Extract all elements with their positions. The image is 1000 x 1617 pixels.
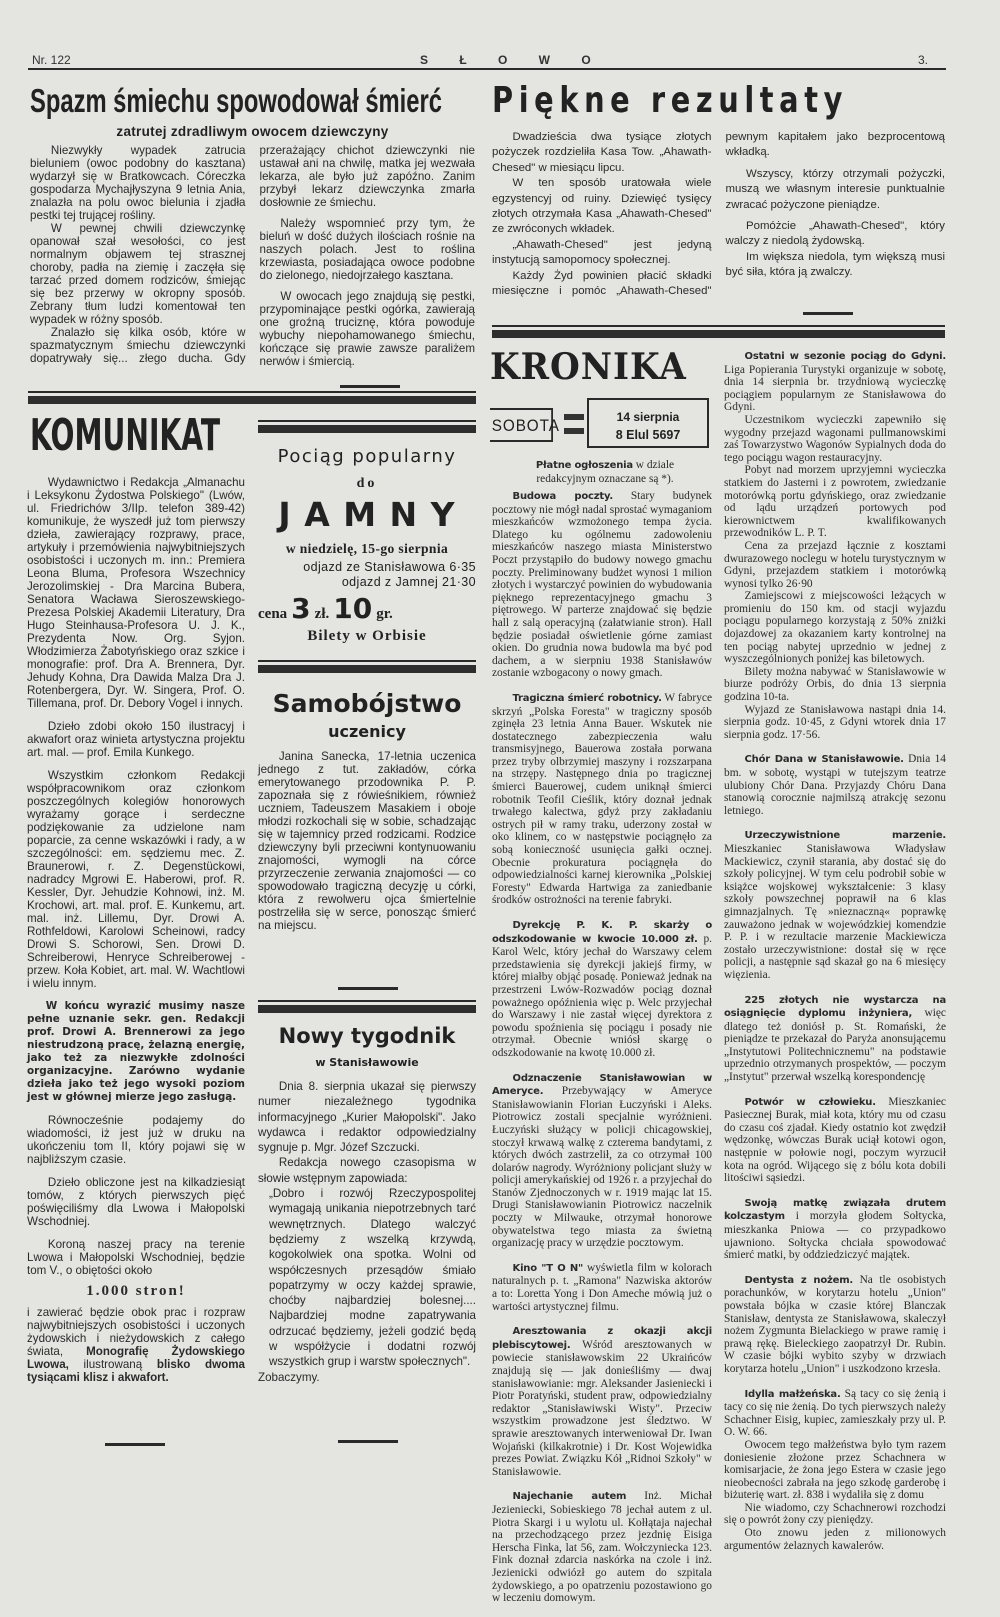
header-rule xyxy=(28,68,946,70)
news-text: i morzyła głodem Sołtycka, mieszkanka Pniowa — co przypadkowo ujawniono. Sołtycka chciała spowodować śmierć matki, by oddziedziczyć majątek. xyxy=(724,1210,946,1262)
news-text: Mieszkaniec Stanisławowa Władysław Mackiewicz, czynił starania, aby dostać się do szkoły policyjnej. W tym celu podrobił sobie w książce wojskowej wykształcenie: 3 klasy szkoły powszechnej poprawił na 6 klas gimnazjalnych. Tę »nieznaczną« poprawkę zauważono jednak w wojewódzkiej komendzie P. P. i w rezultacie marzenie Mackiewicza zostało urzeczywistnione: dostał się w ręce policji, a następnie sąd skazał go na 6 miesięcy więzienia. xyxy=(724,842,946,981)
news-paragraph xyxy=(492,1325,712,1478)
paragraph: Koroną naszej pracy na terenie Lwowa i Małopolski Wschodniej, będzie tom V., o obiętości około xyxy=(27,1238,245,1277)
paragraph: Pomóżcie „Ahawath-Chesed", który walczy z niedolą żydowską. xyxy=(725,220,945,248)
news-item xyxy=(724,994,946,1084)
news-lead: 225 złotych nie wystarcza na osiągnięcie dyplomu inżyniera, xyxy=(724,994,946,1020)
news-text: Na tle osobistych porachunków, w korytarzu hotelu „Union" powstała bójka w czasie której Blanczak Stanisław, dentysta ze Stanisławowa, skaleczył nożem Zygmunta Bielackiego w prawe ramię i prawą rękę. Bieleckiego zaopatrzył Dr. Rubin. W czasie bójki wybito szyby w drzwiach korytarza hotelu „Union" i uszkodzono krzesła. xyxy=(724,1273,946,1375)
section-rule xyxy=(258,660,476,673)
headline-tygodnik: Nowy tygodnik xyxy=(278,1024,456,1048)
news-paragraph xyxy=(724,994,946,1084)
paid-ads-note xyxy=(520,459,690,485)
news-item xyxy=(492,490,712,680)
news-paragraph xyxy=(724,1274,946,1376)
divider xyxy=(803,312,853,315)
news-item xyxy=(492,1325,712,1478)
news-item xyxy=(724,1274,946,1376)
news-paragraph: Nie wiadomo, czy Schachnerowi rozchodzi się o powrót żony czy pieniędzy. xyxy=(724,1501,946,1527)
headline-samobojstwo: Samobójstwo xyxy=(272,689,462,718)
page-number: 3. xyxy=(918,53,929,67)
news-paragraph xyxy=(724,1197,946,1262)
price-gr: 10 xyxy=(333,592,373,625)
hebrew-date: 8 Elul 5697 xyxy=(615,428,681,442)
zl-unit: zł. xyxy=(314,606,330,622)
connector xyxy=(564,414,584,420)
news-paragraph xyxy=(724,1096,946,1185)
news-lead: Chór Dana w Stanisławowie. xyxy=(744,754,904,766)
news-paragraph xyxy=(492,919,712,1060)
news-paragraph xyxy=(492,1262,712,1313)
masthead: S Ł O W O xyxy=(420,53,605,67)
news-item xyxy=(724,829,946,981)
news-lead: Aresztowania z okazji akcji plebiscytowej. xyxy=(492,1326,712,1351)
section-rule xyxy=(258,1000,476,1013)
news-text: więc dlatego też doniósł p. St. Romański, że pieniądze te przekazał do Paryża anonsującemu „Instytutowi Politechnicznemu" na podstawie uprzednio otrzymanych prospektów, — poczym „Instytut" przerwał wszelką korespondencję xyxy=(724,1007,946,1084)
paragraph xyxy=(27,1306,245,1384)
news-lead: Idylla małżeńska. xyxy=(744,1388,841,1400)
news-lead: Budowa poczty. xyxy=(512,491,613,502)
connector xyxy=(564,428,584,434)
news-item xyxy=(492,1262,712,1313)
article-tygodnik xyxy=(258,1079,476,1385)
article-spazm xyxy=(30,144,475,376)
news-paragraph xyxy=(492,692,712,907)
kronika-column-1 xyxy=(492,490,712,1617)
headline-kronika: KRONIKA xyxy=(490,346,687,388)
ad-departure-2: odjazd z Jamnej 21·30 xyxy=(341,575,476,589)
day-box xyxy=(490,408,560,442)
paragraph: Należy wspomnieć przy tym, że bieluń w dość dużych ilościach rośnie na naszych polach. Jest to roślina krzewiasta, posiadająca owoce podobne do zielonego, niedojrzałego kasztana. xyxy=(259,217,475,282)
news-lead: Odznaczenie Stanisławowian w Ameryce. xyxy=(492,1072,712,1098)
news-text: p. Karol Welc, który jechał do Warszawy celem przedstawienia się dyrekcji jakiejś firmy, w której miałby objąć posadę. Ponieważ jednak na przestrzeni Lwów-Rozwadów pociąg doznał poważnego opóźnienia więc p. Welc przyjechał do Warszawy i nie zastał więcej dyrektora z powodu spoźnienia się pociągu i posady nie otrzymał. Obecnie wniósł skargę o odszkodowanie na kwotę 10.000 zł. xyxy=(492,932,712,1059)
news-item xyxy=(492,1072,712,1250)
news-paragraph: Cena za przejazd łącznie z kosztami dwurazowego noclegu w hotelu turystycznym w Gdyni, przejazdem statkiem i motorówką wynosi tylko 26·90 xyxy=(724,539,946,590)
article-komunikat xyxy=(27,476,245,1384)
news-paragraph: Zamiejscowi z miejscowości leżących w promieniu do 150 km. od stacji wyjazdu pociągu popularnego korzystają z 50% zniżki dojazdowej za okazaniem karty kontrolnej na ten pociąg nabytej uprzednio w jednej z wyszczególnionych poniżej kas biletowych. xyxy=(724,590,946,666)
paragraph: Znalazło się kilka osób, które w spazmatycznym śmiechu dziewczynki dopatrywały się... złego ducha. Gdy przerażający chichot dziewczynki nie ustawał ani na chwilę, matka jej wezwała lekarza, ale było już zapóźno. Zanim przybył lekarz dziewczynka zmarła dosłownie ze śmiechu. xyxy=(30,144,475,365)
news-lead: Najechanie autem xyxy=(512,1491,627,1503)
news-item xyxy=(724,753,946,817)
section-rule xyxy=(258,420,476,433)
news-text: Mieszkaniec Pasiecznej Burak, miał kota, który mu od czasu do czasu coś zjadał. Kiedy ostatnio kot zwędził wędzonkę, wówczas Burak uciął kotowi ogon, następnie w połowie nogi, poczym wyrzucił kota na ogród. Wijącego się z bólu kota dobili litościwi sąsiedzi. xyxy=(724,1095,946,1185)
news-item xyxy=(492,919,712,1060)
article-piekne xyxy=(492,130,945,310)
news-text: Stary budynek pocztowy nie mógł nadal sprostać wymaganiom mieszkańców wzmożonego tempa życia. Dlatego ku ogólnemu zadowoleniu mieszkańców naszego miasta Ministerstwo Poczt przystąpiło do budowy nowego gmachu poczty. Preliminowany budżet wynosi 1 milion złotych i wystarczyć powinien do wybudowania pięknego reprezentacyjnego gmachu 3 piętrowego. W parterze znajdować się będzie hall z salą operacyjną (załatwianie stron). Hall będzie posiadał oświetlenie górne zamiast okien. Do grudnia nowa budowla ma być pod dachem, a w sierpniu 1938 Stanisławów zostanie wzbogacony o nowy gmach. xyxy=(492,490,712,680)
quote: „Dobro i rozwój Rzeczypospolitej wymagają unikania niepotrzebnych tarć wewnętrznych. Dlatego walczyć będziemy z wszelką krzywdą, kogokolwiek ona spotka. Wolni od współczesnych przesądów śmiało popatrzymy w oczy każdej sprawie, choćby najbardziej bolesnej.... Najbardziej modne zapatrywania odrzucać będziemy, jeżeli godzić będą w współżycie i dodatni rozwój wszystkich grup i warstw społecznych". xyxy=(269,1187,476,1369)
news-lead: Kino "T O N" xyxy=(512,1262,584,1274)
ad-tickets: Bilety w Orbisie xyxy=(307,628,427,644)
news-text: Liga Popierania Turystyki organizuje w sobotę, dnia 14 sierpnia br. trzydniową wycieczkę pociągiem popularnym ze Stanisławowa do Gdyni. xyxy=(724,363,946,414)
paragraph: Wszyscy, którzy otrzymali pożyczki, muszą we własnym interesie punktualnie zwracać pożyczone pieniądze. xyxy=(725,167,945,211)
day-label: SOBOTA xyxy=(491,416,560,435)
note-text: w dziale redakcyjnym oznaczane są *). xyxy=(536,459,675,485)
gr-unit: gr. xyxy=(376,606,393,622)
news-paragraph xyxy=(724,1388,946,1439)
news-paragraph: Owocem tego małżeństwa było tym razem doniesienie złożone przez Schachnera w komisarjacie, że żona jego Estera w czasie jego nieobecności zabrała na jego szkodę garderobę i biżuterię wart. zł. 838 i wydaliła się z domu xyxy=(724,1438,946,1502)
date: 14 sierpnia xyxy=(616,410,680,424)
issue-number: Nr. 122 xyxy=(32,53,71,67)
news-lead: Dyrekcję P. K. P. skarży o odszkodowanie w kwocie 10.000 zł. xyxy=(492,920,712,945)
news-paragraph xyxy=(724,829,946,981)
news-paragraph xyxy=(724,753,946,817)
news-paragraph xyxy=(492,1072,712,1250)
paragraph: W pewnej chwili dziewczynkę opanował szał wesołości, co jest normalnym objawem tej strasznej choroby, padła na ziemię i zaczęła się tarzać przed domem rodziców, śmiejąc się bez przerwy w okropny sposób. Zebrany tłum ludzi komentował ten wypadek w różny sposób. xyxy=(30,222,246,326)
news-item xyxy=(492,1490,712,1604)
paragraph: Niezwykły wypadek zatrucia bieluniem (owoc podobny do kasztana) wydarzył się w Bratkowcach. Córeczka gospodarza Mychajłyszyna 9 letnia Ania, znalazła na polu owoc bielunia i zjadła pestki tej trującej rośliny. xyxy=(30,144,246,222)
news-paragraph xyxy=(724,350,946,414)
section-rule xyxy=(492,325,945,338)
paragraph: Redakcja nowego czasopisma w słowie wstępnym zapowiada: xyxy=(258,1156,476,1185)
news-text: Inż. Michał Jezieniecki, Sobieskiego 78 jechał autem z ul. Piotra Skargi i u wylotu ul. Kołłątaja najechał na przechodzącego przez jezdnię Eisiga Herscha Finka, lat 56, zam. Wołczyniecka 123. Fink doznał zdarcia naskórka na czole i inż. Jezienicki odwiózł go autem do szpitala żydowskiego, a po opatrzeniu pozostawiono go w leczeniu domowym. xyxy=(492,1490,712,1605)
note-lead: Płatne ogłoszenia xyxy=(535,460,633,471)
text: ilustrowaną xyxy=(68,1358,157,1371)
news-paragraph: Pobyt nad morzem uprzyjemni wycieczka statkiem do Jasterni i z powrotem, zwiedzanie motorówką portu gdyńskiego, oraz zwiedzanie od lądu urządzeń portowych pod kierownictwem kwalifikowanych przewodników L. P. T. xyxy=(724,464,946,540)
ad-destination: J A M N Y xyxy=(278,495,456,534)
subheadline-samobojstwo: uczenicy xyxy=(328,722,406,741)
ad-price xyxy=(258,592,476,625)
news-paragraph: Bilety można nabywać w Stanisławowie w biurze podróży Orbis, do dnia 13 sierpnia godzina 10-ta. xyxy=(724,665,946,704)
news-paragraph: Wyjazd ze Stanisławowa nastąpi dnia 14. sierpnia godz. 10·45, z Gdyni wtorek dnia 17 sierpnia godz. 17·56. xyxy=(724,703,946,741)
paragraph: Janina Sanecka, 17-letnia uczenica jednego z tut. zakładów, córka emerytowanego przodownika P. P. zapoznała się z rówieśnikiem, również uczniem, Tadeuszem Masakiem i oboje młodzi rozkochali się w sobie, schadzając się w tajemnicy przed rodzicami. Rodzice dziewczyny byli przeciwni kontynuowaniu znajomości, wymogli na córce przyrzeczenie zerwania znajomości — co spowodowało tragiczną decyzję u córki, która z rewolweru ojca śmiertelnie postrzeliła się w serce, ponosząc śmierć na miejscu. xyxy=(258,750,476,932)
paragraph: Dzieło zdobi około 150 ilustracyj i akwafort oraz winieta artystyczna projektu art. mal. — prof. Emila Kunkego. xyxy=(27,720,245,759)
news-item xyxy=(724,350,946,741)
news-lead: Ostatni w sezonie pociąg do Gdyni. xyxy=(744,351,946,362)
ad-title: Pociąg popularny xyxy=(277,446,457,467)
headline-komunikat: KOMUNIKAT xyxy=(30,410,221,461)
paragraph: Każdy Żyd powinien płacić składki miesięczne i pomóc „Ahawath-Chesed" pewnym kapitałem jako bezprocentową wkładką. xyxy=(492,131,945,298)
text-bold: Monografię Żydowskiego Lwowa, xyxy=(27,1345,245,1371)
news-lead: Dentysta z nożem. xyxy=(744,1274,854,1286)
text: i zawierać będzie obok prac i rozpraw najwybitniejszych osobistości i uczonych żydowskich i nieżydowskich z całego świata, xyxy=(27,1306,245,1358)
headline-spazm: Spazm śmiechu spowodował śmierć xyxy=(30,82,442,119)
paragraph: W ten sposób uratowała wiele egzystencyj od ruiny. Dziewięć tysięcy złotych otrzymała Kasa „Ahawath-Chesed" ze zwróconych wkładek. xyxy=(492,177,712,236)
news-text: Przebywający w Ameryce Stanisławowianin Florian Łuczyński i Aleks. Piotrowicz zostali specjalnie wyróżnieni. Łuczyński służący w policji chicagowskiej, stoczył krwawą walkę z czterema bandytami, z których dwóch zastrzelił, za co otrzymał 100 dolarów nagrody. Wyróżniony policjant służy w policji amerykańskiej od 1926 r. a przyjechał do Stanów Zjednoczonych w r. 1919 mając lat 15. Drugi Stanisławowianin Piotrowicz naczelnik poczty w Milwauke, otrzymał honorowe obywatelstwa tego miasta za świetną organizację pracy w urzędzie pocztowym. xyxy=(492,1085,712,1250)
ad-date: w niedzielę, 15-go sierpnia xyxy=(285,541,449,556)
divider xyxy=(338,987,398,990)
news-lead: Potwór w człowieku. xyxy=(744,1096,876,1108)
news-text: wyświetla film w kolorach naturalnych p. t. „Ramona" Nazwiska aktorów a to: Loretta Yong i Don Ameche mówią już o wartości artystycznej filmu. xyxy=(492,1261,712,1313)
ad-departure-1: odjazd ze Stanisławowa 6·35 xyxy=(303,560,476,574)
news-text: W fabryce skrzyń „Polska Foresta" w tragiczny sposób zginęła 23 letnia Anna Bauer. Wskutek nie dostatecznego zabezpieczenia wału transmisyjnego, Bauerowa została porwana przez tryby olbrzymiej maszyny i rozszarpana na strzępy. Następnego dnia po tragicznej śmierci Bauerowej, cudem uniknął śmierci robotnik Teofil Cieślik, który doznał jednak trwałego kalectwa, gdyż przy zakładaniu ostrych pił w ramy traku, uderzony został w oko klinem, co w następstwie pociągnęło za sobą konieczność usunięcia gałki ocznej. Obecnie prokuratura pociągnęła do odpowiedzialności karnej kierownika „Polskiej Foresty" Edwarda Hartwiga za zaniedbanie środków ostrożności na terenie fabryki. xyxy=(492,691,712,907)
kronika-column-2 xyxy=(724,350,946,1564)
news-item xyxy=(492,692,712,907)
price-zl: 3 xyxy=(291,592,311,625)
section-rule xyxy=(28,391,476,404)
pages-count: 1.000 stron! xyxy=(86,1283,186,1299)
news-lead: Swoją matkę związała drutem kolczastym xyxy=(724,1197,946,1223)
news-lead: Urzeczywistnione marzenie. xyxy=(744,830,946,842)
news-paragraph xyxy=(492,1490,712,1604)
news-paragraph: Uczestnikom wycieczki zapewniło się wygodny przejazd wagonami pullmanowskimi zaś Towarzystwo Wagonów Sypialnych doda do tego pociągu wagon restauracyjny. xyxy=(724,413,946,464)
paragraph: Wydawnictwo i Redakcja „Almanachu i Leksykonu Żydostwa Polskiego" (Lwów, ul. Friedrichów 3/IIp. telefon 389-42) komunikuje, że wyszedł już tom pierwszy dzieła, zawierający rozprawy, prace, artykuły i przemówienia najwybitniejszych osobistości i uczonych m. inn.: Premiera Leona Bluma, Profesora Wszechnicy Jerozolimskiej - Dra Marcina Bubera, Senatora Wacława Sieroszewskiego-Prezesa Polskiej Akademii Literatury, Dra Hugo Steinhausa-Profesora U. J. K., Prezydenta Now. Org. Syjon. Włodzimierza Żabotyńskiego oraz szkice i monografie: prof. Dra A. Brennera, Dyr. Jehudy Kohna, Dra Dawida Malza Dra J. Rotenbergera, Dyr. W. Singera, Prof. O. Tillemana, prof. Dr. Debory Vogel i innych. xyxy=(27,476,245,710)
paragraph: Wszystkim członkom Redakcji współpracownikom oraz członkom poszczególnych kolegiów honorowych wyrażamy gorące i serdeczne podziękowanie za udzielone nam poparcie, za cenne wskazówki i rady, a w szczególności: em. sędziemu mec. Z. Braunerowi, r. Z. Degenstückowi, nadradcy Mgrowi E. Haberowi, prof. R. Kessler, Dyr. Jehudzie Kohnowi, inż. M. Krochowi, art. mal. prof. E. Kunkemu, art. mal. inż. Lillemu, Dyr. Drowi A. Rothfeldowi, Karolowi Scheinowi, radcy Drowi S. Schorowi, Sen. Drowi D. Schreiberowi, Henryce Schreiberowej - przew. Koła Kobiet, art. mal. W. Wachtlowi i wielu innym. xyxy=(27,769,245,990)
news-text: Wśród aresztowanych w powiecie stanisławowskim 22 Ukraińców znajdują się — jak donieśliśmy — dwaj stanisławowianie: mgr. Aleksander Jasieniecki i Piotr Poratyński, student praw, odpowiedzialny redaktor „Stanisławiwski Wisty". Przeciw wszystkim prowadzone jest śledztwo. W sprawie aresztowanych interweniował Dr. Iwan Wojański (kilkakrotnie) i Dr. Kost Wojewidka prezes Powiat. Związku Kół „Ridnoi Szkoły" w Stanisławowie. xyxy=(492,1338,712,1478)
divider xyxy=(105,1443,165,1446)
paragraph: Dzieło obliczone jest na kilkadziesiąt tomów, z których pierwszych pięć poświęciliśmy dla Lwowa i Małopolski Wschodniej. xyxy=(27,1176,245,1228)
paragraph-bold: W końcu wyrazić musimy nasze pełne uznanie sekr. gen. Redakcji prof. Drowi A. Brennerowi za jego niestrudzoną pracę, żelazną energię, jako też za niezwykłe zdolności organizacyjne. Zarówno wydanie dzieła jako też jego wysoki poziom jest w głównej mierze jego zasługą. xyxy=(27,1000,245,1103)
news-lead: Tragiczna śmierć robotnicy. xyxy=(512,692,662,704)
news-item xyxy=(724,1197,946,1262)
paragraph: W owocach jego znajdują się pestki, przypominające pestki ogórka, zawierają one groźną truciznę, która powoduje wybuchy niepohamowanego śmiechu, kończące się prawie zawsze paraliżem nerwów i śmiercią. xyxy=(259,290,475,368)
article-samobojstwo xyxy=(258,750,476,932)
paragraph: Dwadzieścia dwa tysiące złotych pożyczek rozdzieliła Kasa Tow. „Ahawath-Chesed" w miesiącu lipcu. xyxy=(492,131,712,174)
text-bold: blisko dwoma tysiącami klisz i akwafort. xyxy=(27,1358,245,1384)
subheadline-spazm: zatrutej zdradliwym owocem dziewczyny xyxy=(116,124,389,139)
paragraph: Równocześnie podajemy do wiadomości, iż jest już w druku na ukończeniu tom II, który pojawi się w najbliższym czasie. xyxy=(27,1114,245,1166)
news-item xyxy=(724,1388,946,1553)
divider xyxy=(338,1440,398,1443)
paragraph: Dnia 8. sierpnia ukazał się pierwszy numer niezależnego tygodnika informacyjnego „Kurier Małopolski". Jako wydawca i redaktor odpowiedzialny sygnuje p. Mgr. Józef Szczucki. xyxy=(258,1080,476,1155)
ad-to: do xyxy=(356,476,378,491)
news-paragraph xyxy=(492,490,712,680)
paragraph: „Ahawath-Chesed" jest jedyną instytucją samopomocy społecznej. xyxy=(492,238,712,267)
subheadline-tygodnik: w Stanisławowie xyxy=(315,1056,419,1069)
divider xyxy=(340,385,400,388)
news-item xyxy=(724,1096,946,1185)
news-text: Są tacy co się żenią i tacy co się nie żenią. Do tych pierwszych należy Schachner Eisig, kupiec, zamieszkały przy ul. P. O. W. 66. xyxy=(724,1387,946,1439)
paragraph: Im większa niedola, tym większą musi być siła, która ją zwalczy. xyxy=(725,250,945,279)
date-box xyxy=(587,398,709,448)
news-text: Dnia 14 bm. w sobotę, wystąpi w tutejszym teatrze ulubiony Chór Dana. Przyjazdy Chóru Dana stanowią corocznie najmilszą atrakcję sezonu letniego. xyxy=(724,753,946,817)
closing: Zobaczymy. xyxy=(258,1370,320,1384)
price-label: cena xyxy=(258,606,288,622)
headline-piekne: Piękne rezultaty xyxy=(492,80,848,121)
news-paragraph: Oto znowu jeden z milionowych argumentów żelaznych kawalerów. xyxy=(724,1527,946,1552)
